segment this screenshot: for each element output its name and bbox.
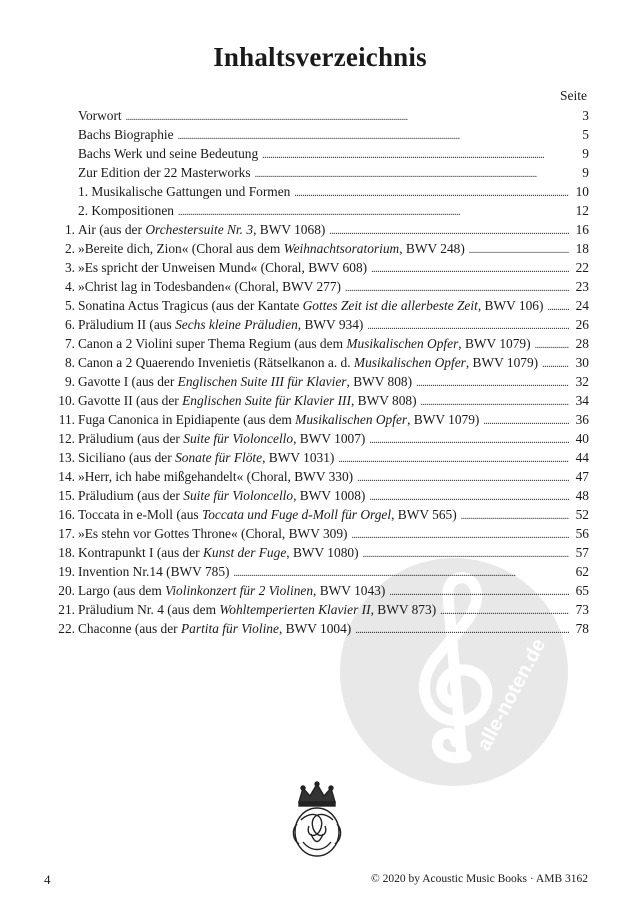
toc-entry-title-italic: Englischen Suite für Klavier III bbox=[182, 393, 351, 408]
toc-entry bbox=[48, 543, 589, 562]
toc-entry-page: 5 bbox=[582, 127, 589, 142]
toc-entry-title-italic: Orchestersuite Nr. 3 bbox=[145, 222, 254, 237]
toc-entry bbox=[48, 258, 589, 277]
toc-entry-title-text: »Es spricht der Unweisen Mund« (Choral, BWV 608) bbox=[78, 260, 368, 275]
toc-entry-title-text: Vorwort bbox=[78, 108, 122, 123]
toc-entry-title bbox=[78, 258, 367, 277]
toc-entry-number: 10. bbox=[58, 393, 75, 408]
toc-entry-title-text: , BWV 248) bbox=[399, 241, 465, 256]
toc-entry-title-text: , BWV 934) bbox=[297, 317, 364, 332]
toc-entry-leader bbox=[338, 450, 569, 469]
toc-entry-title-text: Air (aus der bbox=[78, 222, 146, 237]
toc-entry-title-text: Fuga Canonica in Epidiapente (aus dem bbox=[78, 412, 296, 427]
toc-entry-title-text: Siciliano (aus der bbox=[78, 450, 176, 465]
toc-entry-title-text: Toccata in e-Moll (aus bbox=[78, 507, 202, 522]
toc-entry-title bbox=[78, 562, 230, 581]
toc-entry bbox=[48, 239, 589, 258]
toc-entry-number: 1. bbox=[64, 222, 75, 237]
toc-entry-page: 57 bbox=[575, 545, 589, 560]
toc-entry-title-italic: Toccata und Fuge d-Moll für Orgel bbox=[202, 507, 392, 522]
toc-entry-page: 24 bbox=[575, 298, 589, 313]
toc-entry bbox=[48, 429, 589, 448]
toc-entry-leader bbox=[371, 260, 569, 279]
toc-entry-page: 18 bbox=[575, 241, 589, 256]
toc-entry-number: 7. bbox=[64, 336, 75, 351]
toc-entry bbox=[48, 505, 589, 524]
toc-entry-title-text: Zur Edition der 22 Masterworks bbox=[78, 165, 251, 180]
toc-entry-title-text: , BWV 873) bbox=[370, 602, 437, 617]
toc-entry-title-italic: Partita für Violine bbox=[181, 621, 279, 636]
bach-seal-icon bbox=[285, 780, 349, 860]
toc-entry-page: 9 bbox=[582, 146, 589, 161]
toc-entry-title bbox=[78, 144, 258, 163]
toc-entry-leader bbox=[440, 602, 569, 621]
toc-entry-title-text: , BWV 1031) bbox=[262, 450, 335, 465]
toc-entry-title-text: Largo (aus dem bbox=[78, 583, 166, 598]
toc-entry-title-text: , BWV 1043) bbox=[313, 583, 386, 598]
toc-entry-title bbox=[78, 106, 122, 125]
toc-entry-title bbox=[78, 467, 353, 486]
toc-entry-title bbox=[78, 353, 538, 372]
toc-entry-number: 21. bbox=[58, 602, 75, 617]
toc-entry-page: 52 bbox=[575, 507, 589, 522]
toc-entry bbox=[48, 524, 589, 543]
toc-entry-title-text: »Herr, ich habe mißgehandelt« (Choral, BWV 330) bbox=[78, 469, 354, 484]
toc-entry-title-italic: Kunst der Fuge bbox=[202, 545, 287, 560]
toc-entry-number: 16. bbox=[58, 507, 75, 522]
toc-entry bbox=[48, 448, 589, 467]
toc-entry-leader bbox=[126, 108, 569, 127]
toc-entry-title bbox=[78, 220, 325, 239]
toc-entry-title-text: Canon a 2 Quaerendo Invenietis (Rätselkanon a. d. bbox=[78, 355, 354, 370]
toc-entry-leader bbox=[483, 412, 569, 431]
toc-entry-title-text: , BWV 1079) bbox=[458, 336, 531, 351]
toc-entry-title-text: , BWV 1079) bbox=[465, 355, 539, 370]
toc-entry bbox=[48, 600, 589, 619]
toc-entry-leader bbox=[535, 336, 569, 355]
toc-entry-leader bbox=[294, 184, 569, 203]
toc-entry-title-text: Kontrapunkt I (aus der bbox=[78, 545, 203, 560]
toc-entry bbox=[48, 144, 589, 163]
toc-entry-page: 30 bbox=[575, 355, 589, 370]
toc-entry-title bbox=[78, 410, 479, 429]
toc-entry-title-text: Invention Nr.14 (BWV 785) bbox=[78, 564, 230, 579]
toc-entry-title bbox=[78, 125, 174, 144]
toc-entry bbox=[48, 372, 589, 391]
toc-entry-title-italic: Musikalischen Opfer bbox=[295, 412, 408, 427]
toc-entry-title bbox=[78, 201, 174, 220]
toc-entry bbox=[48, 220, 589, 239]
toc-entry-title-italic: Suite für Violoncello bbox=[183, 488, 294, 503]
toc-entry-number: 11. bbox=[58, 412, 75, 427]
page-number: 4 bbox=[44, 872, 51, 887]
toc-entry-number: 14. bbox=[58, 469, 75, 484]
toc-entry-number: 22. bbox=[58, 621, 75, 636]
toc-entry-number: 2. bbox=[64, 241, 75, 256]
watermark-text: alle-noten.de bbox=[472, 635, 551, 755]
toc-entry bbox=[48, 410, 589, 429]
toc-entry-title bbox=[78, 334, 531, 353]
toc-entry-leader bbox=[542, 355, 569, 374]
toc-entry-title bbox=[78, 182, 290, 201]
toc-entry-page: 32 bbox=[575, 374, 589, 389]
toc-entry-number: 12. bbox=[58, 431, 75, 446]
toc-entry-page: 47 bbox=[575, 469, 589, 484]
toc-entry-title-italic: Musikalischen Opfer bbox=[353, 355, 466, 370]
toc-entry-title-text: »Christ lag in Todesbanden« (Choral, BWV 277) bbox=[78, 279, 341, 294]
toc-entry-page: 22 bbox=[575, 260, 589, 275]
toc-entry-title-italic: Musikalischen Opfer bbox=[346, 336, 459, 351]
toc-entry-page: 28 bbox=[575, 336, 589, 351]
toc-entry bbox=[48, 125, 589, 144]
toc-entry-title bbox=[78, 277, 341, 296]
toc-entry-number: 5. bbox=[64, 298, 75, 313]
toc-entry bbox=[48, 315, 589, 334]
toc-entry-title-text: Gavotte II (aus der bbox=[78, 393, 183, 408]
toc-entry-title-italic: Englischen Suite III für Klavier bbox=[177, 374, 347, 389]
page-title: Inhaltsverzeichnis bbox=[213, 42, 427, 72]
toc-entry-title-text: Canon a 2 Violini super Thema Regium (aus dem bbox=[78, 336, 347, 351]
toc-entry bbox=[48, 562, 589, 581]
toc-entry-leader bbox=[461, 507, 569, 526]
toc-entry-title-text: Chaconne (aus der bbox=[78, 621, 181, 636]
toc-entry-leader bbox=[352, 526, 569, 545]
toc-entry bbox=[48, 334, 589, 353]
toc-entry-number: 20. bbox=[58, 583, 75, 598]
toc-entry-leader bbox=[416, 374, 569, 393]
toc-entry-page: 16 bbox=[575, 222, 589, 237]
page-column-label: Seite bbox=[560, 88, 587, 103]
toc-entry-leader bbox=[262, 146, 569, 165]
toc-entry bbox=[48, 467, 589, 486]
toc-entry-leader bbox=[357, 469, 569, 488]
toc-entry bbox=[48, 391, 589, 410]
toc-entry-page: 34 bbox=[575, 393, 589, 408]
toc-entry-title bbox=[78, 163, 251, 182]
toc-entry-title-text: »Bereite dich, Zion« (Choral aus dem bbox=[78, 241, 284, 256]
toc-entry-page: 36 bbox=[575, 412, 589, 427]
toc-entry-title-text: , BWV 1080) bbox=[286, 545, 359, 560]
toc-entry bbox=[48, 277, 589, 296]
toc-entry-title-text: , BWV 1007) bbox=[293, 431, 366, 446]
toc-entry-title-text: Gavotte I (aus der bbox=[78, 374, 178, 389]
toc-entry-title-text: , BWV 1004) bbox=[278, 621, 352, 636]
toc-entry-leader bbox=[363, 545, 569, 564]
toc-entry bbox=[48, 106, 589, 125]
toc-entry-title-italic: Gottes Zeit ist die allerbeste Zeit bbox=[302, 298, 478, 313]
toc-entry-title-italic: Sechs kleine Präludien bbox=[175, 317, 298, 332]
toc-entry bbox=[48, 182, 589, 201]
toc-entry-number: 4. bbox=[64, 279, 75, 294]
toc-entry-page: 9 bbox=[582, 165, 589, 180]
toc-entry-page: 78 bbox=[575, 621, 589, 636]
toc-entry-page: 23 bbox=[575, 279, 589, 294]
toc-entry-title-text: 1. Musikalische Gattungen und Formen bbox=[78, 184, 291, 199]
toc-entry-title bbox=[78, 486, 365, 505]
toc-entry-title-italic: Violinkonzert für 2 Violinen bbox=[165, 583, 314, 598]
toc-entry-title-text: »Es stehn vor Gottes Throne« (Choral, BWV 309) bbox=[78, 526, 348, 541]
toc-entry-title-text: , BWV 565) bbox=[391, 507, 457, 522]
toc-entry-page: 56 bbox=[575, 526, 589, 541]
toc-entry-number: 3. bbox=[64, 260, 75, 275]
toc-entry-page: 10 bbox=[575, 184, 589, 199]
toc-entry-page: 48 bbox=[575, 488, 589, 503]
toc-entry-leader bbox=[547, 298, 569, 317]
toc-entry-title bbox=[78, 581, 385, 600]
toc-entry-title-text: Präludium (aus der bbox=[78, 431, 184, 446]
toc-entry-leader bbox=[469, 241, 569, 260]
toc-entry-title bbox=[78, 239, 465, 258]
toc-entry-title-italic: Weihnachtsoratorium bbox=[283, 241, 400, 256]
toc-entry-title-text: 2. Kompositionen bbox=[78, 203, 174, 218]
toc-entry-title bbox=[78, 448, 334, 467]
copyright-notice: © 2020 by Acoustic Music Books · AMB 3162 bbox=[370, 873, 588, 885]
toc-entry-title-text: Präludium II (aus bbox=[78, 317, 176, 332]
toc-entry-title bbox=[78, 543, 359, 562]
toc-entry-title-italic: Suite für Violoncello bbox=[183, 431, 294, 446]
toc-entry-title-text: Bachs Werk und seine Bedeutung bbox=[78, 146, 259, 161]
toc-entry-number: 18. bbox=[58, 545, 75, 560]
toc-entry bbox=[48, 163, 589, 182]
toc-entry-title-text: Bachs Biographie bbox=[78, 127, 174, 142]
toc-entry-number: 6. bbox=[64, 317, 75, 332]
toc-entry-page: 62 bbox=[575, 564, 589, 579]
toc-entry-title-text: , BWV 808) bbox=[350, 393, 417, 408]
toc-entry-page: 26 bbox=[575, 317, 589, 332]
toc-entry-page: 73 bbox=[575, 602, 589, 617]
toc-entry-title-italic: Sonate für Flöte bbox=[175, 450, 263, 465]
toc-entry-title bbox=[78, 429, 365, 448]
toc-entry-title bbox=[78, 372, 412, 391]
toc-entry-title bbox=[78, 391, 417, 410]
toc-entry-title-text: Präludium Nr. 4 (aus dem bbox=[78, 602, 220, 617]
toc-entry-page: 65 bbox=[575, 583, 589, 598]
toc-entry bbox=[48, 581, 589, 600]
toc-entry-page: 12 bbox=[575, 203, 589, 218]
toc-entry-number: 19. bbox=[58, 564, 75, 579]
toc-entry-number: 13. bbox=[58, 450, 75, 465]
toc-entry-title bbox=[78, 600, 436, 619]
toc-entry-number: 9. bbox=[64, 374, 75, 389]
toc-entry-page: 3 bbox=[582, 108, 589, 123]
toc-entry-title bbox=[78, 619, 351, 638]
toc-entry-title bbox=[78, 505, 457, 524]
toc-entry bbox=[48, 296, 589, 315]
toc-entry-title-text: Präludium (aus der bbox=[78, 488, 184, 503]
toc-entry-title-text: Sonatina Actus Tragicus (aus der Kantate bbox=[78, 298, 303, 313]
toc-entry-page: 44 bbox=[575, 450, 589, 465]
toc-entry bbox=[48, 486, 589, 505]
toc-entry-title bbox=[78, 524, 348, 543]
toc-entry-page: 40 bbox=[575, 431, 589, 446]
toc-entry-title bbox=[78, 296, 543, 315]
toc-entry-number: 17. bbox=[58, 526, 75, 541]
toc-entry bbox=[48, 353, 589, 372]
toc-entry-title bbox=[78, 315, 363, 334]
toc-entry-title-italic: Wohltemperierten Klavier II bbox=[219, 602, 371, 617]
toc-entry-title-text: , BWV 1068) bbox=[253, 222, 326, 237]
toc-entry-number: 15. bbox=[58, 488, 75, 503]
toc-entry-title-text: , BWV 106) bbox=[477, 298, 544, 313]
toc-entry-leader bbox=[255, 165, 569, 184]
toc-entry bbox=[48, 201, 589, 220]
toc-entry-title-text: , BWV 1008) bbox=[293, 488, 366, 503]
toc-entry bbox=[48, 619, 589, 638]
toc-entry-leader bbox=[369, 431, 569, 450]
toc-entry-leader bbox=[355, 621, 569, 640]
toc-entry-title-text: , BWV 1079) bbox=[407, 412, 480, 427]
toc-entry-number: 8. bbox=[64, 355, 75, 370]
toc-entry-title-text: , BWV 808) bbox=[346, 374, 413, 389]
table-of-contents bbox=[48, 106, 589, 638]
